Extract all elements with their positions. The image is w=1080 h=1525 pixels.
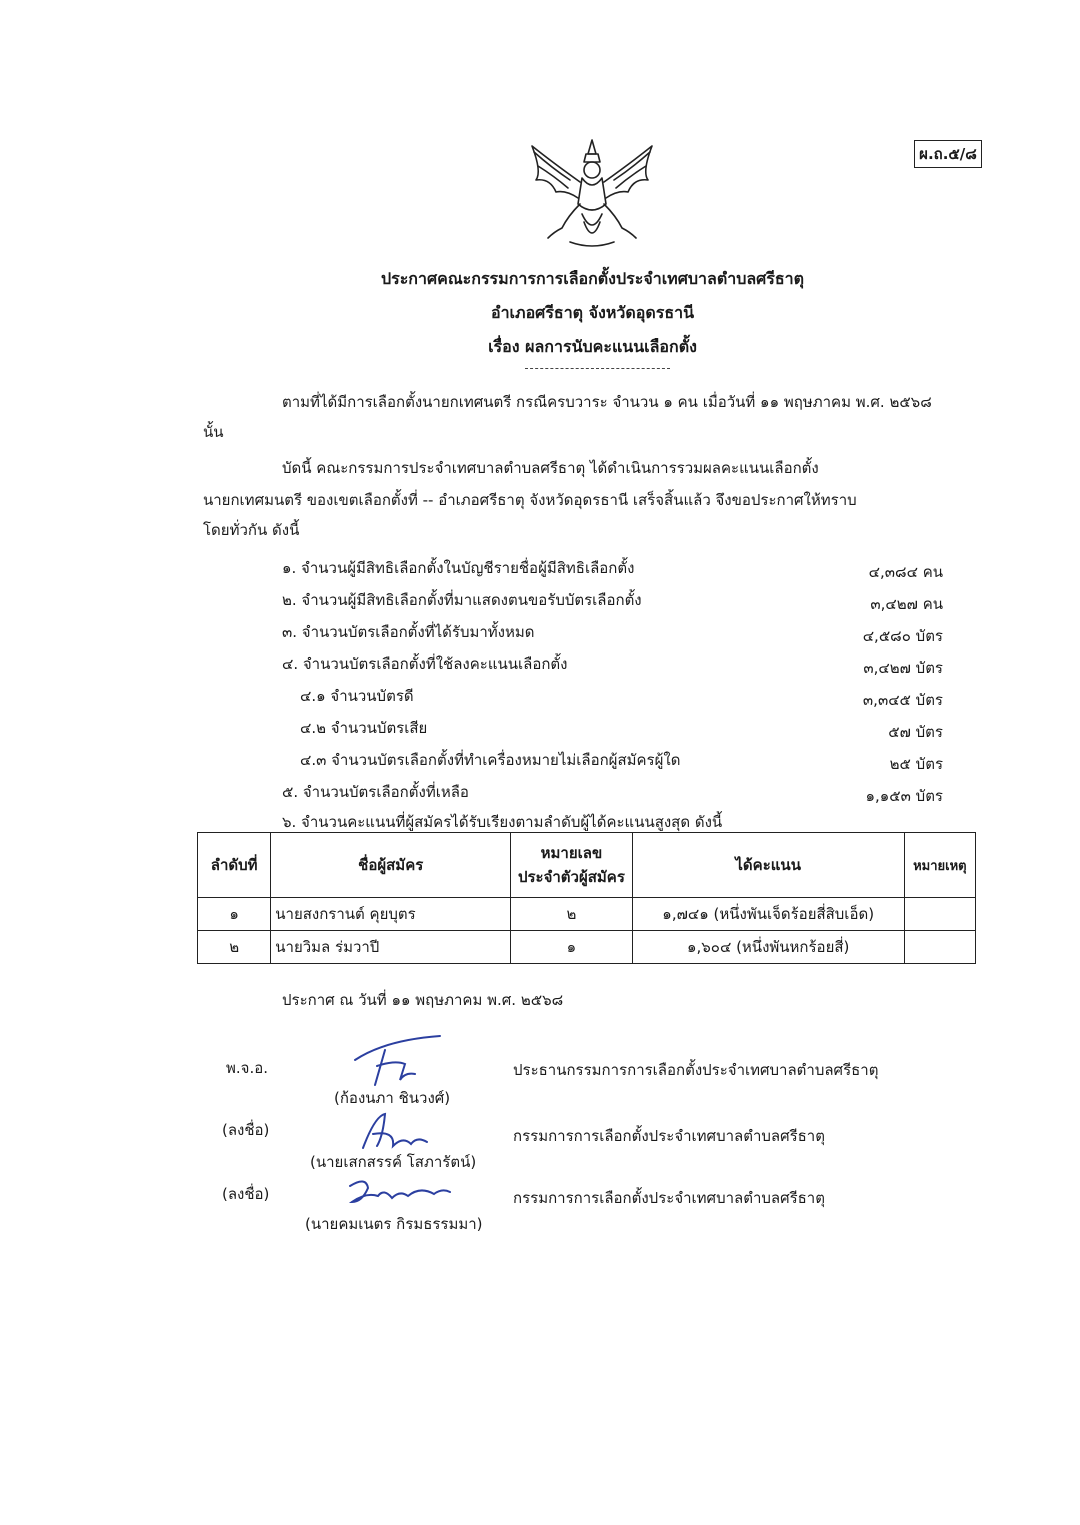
signature-3-image [338,1172,458,1212]
table-row [198,898,976,931]
body-line-1: บัดนี้ คณะกรรมการประจำเทศบาลตำบลศรีธาตุ ได้ดำเนินการรวมผลคะแนนเลือกตั้ง [282,459,819,477]
results-table [197,832,976,964]
signature-role: กรรมการการเลือกตั้งประจำเทศบาลตำบลศรีธาตุ [513,1189,825,1207]
signature-2-image [355,1106,435,1156]
item-label: ๑. จำนวนผู้มีสิทธิเลือกตั้งในบัญชีรายชื่อผู้มีสิทธิเลือกตั้ง [282,559,635,577]
item-value: ๔,๓๘๔ คน [868,563,943,581]
signature-name: (ก้องนภา ชินวงศ์) [334,1089,451,1107]
signature-name: (นายเสกสรรค์ โสภารัตน์) [310,1153,477,1171]
col-votes-header: ได้คะแนน [632,833,904,898]
item-label: ๒. จำนวนผู้มีสิทธิเลือกตั้งที่มาแสดงตนขอรับบัตรเลือกตั้ง [282,591,642,609]
col-name-header: ชื่อผู้สมัคร [271,833,511,898]
item-label: ๓. จำนวนบัตรเลือกตั้งที่ได้รับมาทั้งหมด [282,623,535,641]
cell-name: นายวิมล ร่มวาปี [271,931,511,964]
intro-line-2: นั้น [203,423,224,441]
cell-rank: ๑ [198,898,271,931]
item-label: ๔. จำนวนบัตรเลือกตั้งที่ใช้ลงคะแนนเลือกตั้ง [282,655,568,673]
signature-role: กรรมการการเลือกตั้งประจำเทศบาลตำบลศรีธาตุ [513,1127,825,1145]
form-code-box: ผ.ถ.๕/๘ [914,140,982,168]
body-line-3: โดยทั่วกัน ดังนี้ [203,521,300,539]
item-value: ๔,๕๘๐ บัตร [862,627,943,645]
col-number-header-line2: ประจำตัวผู้สมัคร [517,868,625,886]
item-value: ๑,๑๕๓ บัตร [865,787,943,805]
item-label: ๔.๑ จำนวนบัตรดี [300,687,414,705]
col-note-header: หมายเหตุ [904,833,975,898]
item-label: ๔.๓ จำนวนบัตรเลือกตั้งที่ทำเครื่องหมายไม่เลือกผู้สมัครผู้ใด [300,751,681,769]
col-rank-header: ลำดับที่ [198,833,271,898]
cell-number: ๒ [511,898,632,931]
announcement-date: ประกาศ ณ วันที่ ๑๑ พฤษภาคม พ.ศ. ๒๕๖๘ [282,991,564,1009]
table-header-row [198,833,976,898]
signature-name: (นายคมเนตร กิรมธรรมมา) [305,1215,483,1233]
item-value: ๕๗ บัตร [888,723,943,741]
cell-note [904,931,975,964]
item-value: ๓,๔๒๗ บัตร [863,659,943,677]
col-number-header-line1: หมายเลข [540,844,603,862]
cell-rank: ๒ [198,931,271,964]
signature-prefix: พ.จ.อ. [226,1059,268,1077]
header-district: อำเภอศรีธาตุ จังหวัดอุดรธานี [490,303,695,322]
garuda-emblem-icon [522,132,662,252]
item-label: ๕. จำนวนบัตรเลือกตั้งที่เหลือ [282,783,469,801]
signature-1-image [345,1030,455,1090]
item-value: ๒๕ บัตร [889,755,943,773]
signature-prefix: (ลงชื่อ) [222,1185,270,1203]
body-line-2: นายกเทศมนตรี ของเขตเลือกตั้งที่ -- อำเภอศรีธาตุ จังหวัดอุดรธานี เสร็จสิ้นแล้ว จึงขอประกาศให้ทราบ [203,491,857,509]
item-label: ๔.๒ จำนวนบัตรเสีย [300,719,428,737]
intro-line-1: ตามที่ได้มีการเลือกตั้งนายกเทศนตรี กรณีครบวาระ จำนวน ๑ คน เมื่อวันที่ ๑๑ พฤษภาคม พ.ศ. ๒๕๖๘ [282,393,932,411]
item-value: ๓,๓๔๕ บัตร [862,691,943,709]
cell-number: ๑ [511,931,632,964]
item-value: ๓,๔๒๗ คน [870,595,943,613]
cell-note [904,898,975,931]
separator-line [525,368,670,369]
header-subject: เรื่อง ผลการนับคะแนนเลือกตั้ง [488,337,697,356]
header-title: ประกาศคณะกรรมการการเลือกตั้งประจำเทศบาลตำบลศรีธาตุ [380,269,805,288]
cell-votes: ๑,๗๔๑ (หนึ่งพันเจ็ดร้อยสี่สิบเอ็ด) [632,898,904,931]
signature-prefix: (ลงชื่อ) [222,1121,270,1139]
cell-name: นายสงกรานต์ คุยบุตร [271,898,511,931]
signature-role: ประธานกรรมการการเลือกตั้งประจำเทศบาลตำบลศรีธาตุ [513,1061,879,1079]
announcement-header [200,262,985,364]
item-6-label: ๖. จำนวนคะแนนที่ผู้สมัครได้รับเรียงตามลำดับผู้ได้คะแนนสูงสุด ดังนี้ [282,813,723,831]
cell-votes: ๑,๖๐๔ (หนึ่งพันหกร้อยสี่) [632,931,904,964]
table-row [198,931,976,964]
col-number-header [511,833,632,898]
